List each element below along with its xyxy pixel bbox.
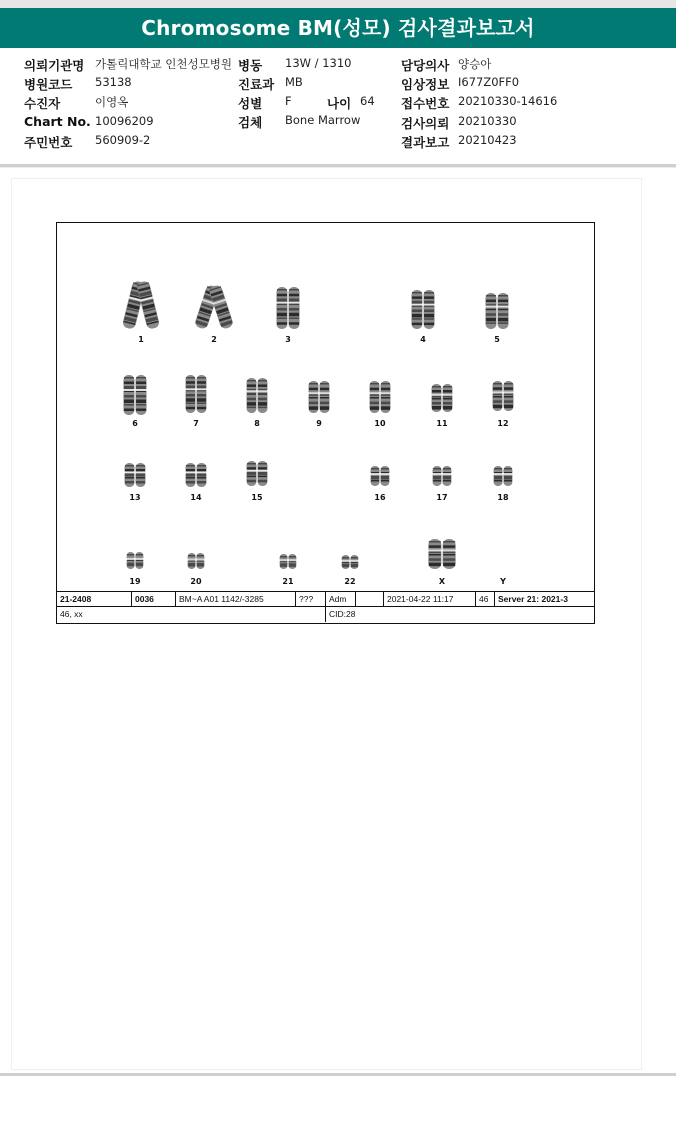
specimen-label: 검체 xyxy=(238,115,263,130)
chromosome-label-4: 4 xyxy=(420,335,426,344)
report-date-value: 20210423 xyxy=(458,133,517,147)
chromosome-arm xyxy=(341,555,350,569)
hospital-code-value: 53138 xyxy=(95,75,132,89)
chromosome-arm xyxy=(288,554,297,569)
chromosome-label-19: 19 xyxy=(129,577,141,586)
institution-label: 의뢰기관명 xyxy=(24,58,85,73)
clinical-info-label: 임상정보 xyxy=(401,77,450,92)
chromosome-arm xyxy=(135,463,146,487)
chromosome-label-15: 15 xyxy=(251,493,263,502)
chromosome-arm xyxy=(288,287,300,329)
slide-number: 0036 xyxy=(132,592,176,607)
chromosome-arm xyxy=(135,375,147,415)
mode-field: Adm xyxy=(326,592,356,607)
chromosome-arm xyxy=(308,381,319,413)
flag-field: ??? xyxy=(296,592,326,607)
chromosome-arm xyxy=(350,555,359,569)
chromosome-label-6: 6 xyxy=(132,419,138,428)
chromosome-label-5: 5 xyxy=(494,335,500,344)
chromosome-label-10: 10 xyxy=(374,419,386,428)
chromosome-arm xyxy=(185,463,196,487)
chromosome-arm xyxy=(196,375,207,413)
ward-value: 13W / 1310 xyxy=(285,56,352,70)
resident-no-label: 주민번호 xyxy=(24,135,73,150)
age-value: 64 xyxy=(360,94,375,108)
chromosome-label-7: 7 xyxy=(193,419,199,428)
age-label: 나이 xyxy=(327,96,352,111)
chromosome-label-X: X xyxy=(438,577,446,586)
chromosome-arm xyxy=(185,375,196,413)
department-value: MB xyxy=(285,75,303,89)
chromosome-arm xyxy=(126,552,135,569)
chromosome-label-11: 11 xyxy=(436,419,448,428)
receipt-no-value: 20210330-14616 xyxy=(458,94,558,108)
chromosome-count: 46 xyxy=(476,592,495,607)
chart-no-value: 10096209 xyxy=(95,114,154,128)
patient-name-label: 수진자 xyxy=(24,96,61,111)
chromosome-arm xyxy=(442,539,456,569)
resident-no-value: 560909-2 xyxy=(95,133,151,147)
cid-field: CID:28 xyxy=(329,609,356,619)
chromosome-label-9: 9 xyxy=(316,419,322,428)
chromosome-label-21: 21 xyxy=(282,577,294,586)
chromosome-arm xyxy=(123,375,135,415)
institution-value: 가톨릭대학교 인천성모병원 xyxy=(95,57,232,71)
chromosome-label-16: 16 xyxy=(374,493,386,502)
hospital-code-label: 병원코드 xyxy=(24,77,73,92)
chromosome-label-13: 13 xyxy=(129,493,141,502)
chromosome-arm xyxy=(411,290,423,329)
doctor-label: 담당의사 xyxy=(401,58,450,73)
report-title: Chromosome BM(성모) 검사결과보고서 xyxy=(0,8,676,48)
chromosome-arm xyxy=(442,384,453,412)
chromosome-label-3: 3 xyxy=(285,335,291,344)
chromosome-label-22: 22 xyxy=(344,577,356,586)
chromosome-label-18: 18 xyxy=(497,493,509,502)
section-divider-light xyxy=(0,167,676,168)
karyogram-chromosomes xyxy=(57,223,594,591)
chromosome-arm xyxy=(196,463,207,487)
receipt-no-label: 접수번호 xyxy=(401,96,450,111)
chromosome-arm xyxy=(380,466,390,486)
request-date-value: 20210330 xyxy=(458,114,517,128)
chromosome-arm xyxy=(432,466,442,486)
chromosome-label-8: 8 xyxy=(254,419,260,428)
department-label: 진료과 xyxy=(238,77,275,92)
chromosome-arm xyxy=(257,461,268,486)
chart-no-label: Chart No. xyxy=(24,114,91,129)
doctor-value: 양승아 xyxy=(458,57,492,71)
chromosome-label-14: 14 xyxy=(190,493,202,502)
chromosome-arm xyxy=(497,293,509,329)
chromosome-arm xyxy=(246,461,257,486)
chromosome-arm xyxy=(503,466,513,486)
chromosome-arm xyxy=(246,378,257,413)
sex-value: F xyxy=(285,94,292,108)
chromosome-arm xyxy=(428,539,442,569)
chromosome-arm xyxy=(370,466,380,486)
chromosome-arm xyxy=(279,554,288,569)
chromosome-arm xyxy=(492,381,503,411)
karyogram-image xyxy=(56,222,595,624)
footer-row-1 xyxy=(57,591,594,607)
server-field: Server 21: 2021-3 xyxy=(498,594,568,604)
chromosome-arm xyxy=(124,463,135,487)
report-date-label: 결과보고 xyxy=(401,135,450,150)
chromosome-arm xyxy=(319,381,330,413)
chromosome-arm xyxy=(187,553,196,569)
chromosome-arm xyxy=(493,466,503,486)
footer-row-2 xyxy=(57,607,594,623)
bottom-divider xyxy=(0,1073,676,1076)
sex-label: 성별 xyxy=(238,96,263,111)
chromosome-arm xyxy=(442,466,452,486)
chromosome-arm xyxy=(380,381,391,413)
chromosome-arm xyxy=(135,552,144,569)
chromosome-arm xyxy=(423,290,435,329)
chromosome-label-Y: Y xyxy=(500,577,506,586)
karyotype-result: 46, xx xyxy=(57,607,326,622)
chromosome-arm xyxy=(257,378,268,413)
chromosome-arm xyxy=(369,381,380,413)
chromosome-label-2: 2 xyxy=(211,335,217,344)
chromosome-label-17: 17 xyxy=(436,493,448,502)
patient-name-value: 이영옥 xyxy=(95,95,129,109)
chromosome-label-1: 1 xyxy=(138,335,144,344)
chromosome-arm xyxy=(431,384,442,412)
karyogram-footer xyxy=(57,591,594,623)
request-date-label: 검사의뢰 xyxy=(401,116,450,131)
chromosome-label-12: 12 xyxy=(497,419,509,428)
specimen-value: Bone Marrow xyxy=(285,113,361,127)
cell-reference: BM~A A01 1142/-3285 xyxy=(176,592,296,607)
case-id: 21-2408 xyxy=(57,592,132,607)
patient-info-block xyxy=(0,48,676,164)
blank-field xyxy=(356,592,384,607)
ward-label: 병동 xyxy=(238,58,263,73)
chromosome-arm xyxy=(503,381,514,411)
capture-datetime: 2021-04-22 11:17 xyxy=(384,592,476,607)
top-border xyxy=(0,0,676,8)
chromosome-arm xyxy=(196,553,205,569)
chromosome-arm xyxy=(276,287,288,329)
clinical-info-value: I677Z0FF0 xyxy=(458,75,520,89)
chromosome-label-20: 20 xyxy=(190,577,202,586)
chromosome-arm xyxy=(485,293,497,329)
